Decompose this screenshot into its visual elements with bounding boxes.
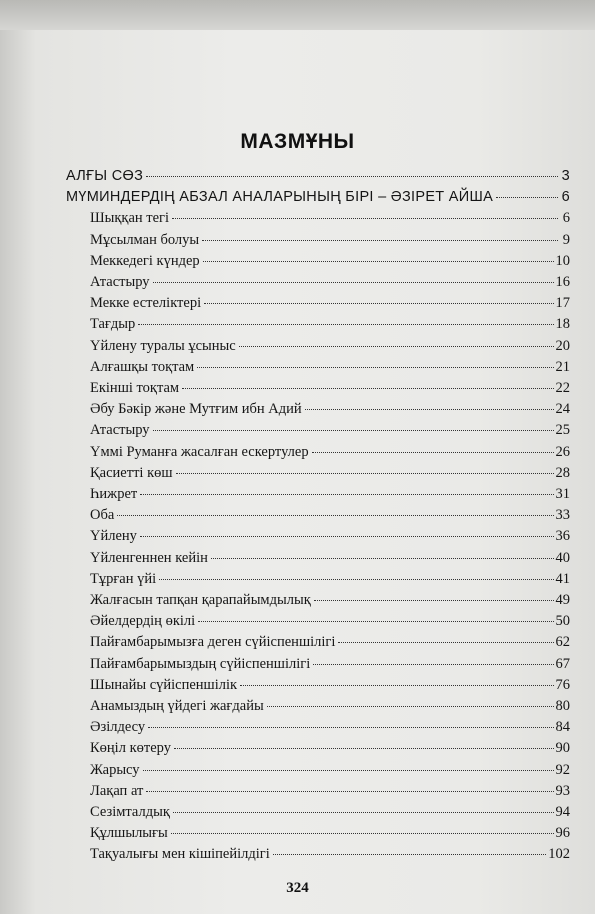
toc-entry-page: 26 — [555, 443, 570, 460]
toc-leader-dots — [198, 621, 553, 622]
toc-entry-page: 96 — [555, 825, 570, 842]
toc-entry — [90, 592, 570, 613]
toc-entry-page: 33 — [555, 507, 570, 524]
toc-entry-page: 24 — [555, 401, 570, 418]
toc-entry — [90, 783, 570, 804]
toc-entry — [90, 359, 570, 380]
toc-entry — [90, 656, 570, 677]
toc-entry-label: Тағдыр — [90, 316, 136, 333]
toc-leader-dots — [313, 664, 553, 665]
toc-entry — [90, 846, 570, 867]
toc-entry-page: 41 — [555, 570, 570, 587]
toc-entry-label: Шыққан тегі — [90, 210, 170, 227]
page-number: 324 — [286, 880, 309, 896]
toc-entry-page: 6 — [562, 210, 570, 227]
toc-entry-label: Сезімталдық — [90, 804, 170, 820]
toc-leader-dots — [496, 197, 558, 198]
toc-entry — [90, 486, 570, 507]
toc-entry — [90, 507, 570, 528]
toc-entry-page: 94 — [555, 804, 570, 820]
toc-leader-dots — [176, 473, 554, 474]
toc-entry-label: Алғашқы тоқтам — [90, 358, 195, 375]
toc-entry-label: Лақап ат — [90, 782, 144, 799]
toc-leader-dots — [159, 579, 553, 580]
toc-entry-label: Атастыру — [90, 274, 150, 290]
toc-entry — [90, 465, 570, 486]
toc-entry-label: Тұрған үйі — [90, 570, 157, 587]
toc-entry-label: Пайғамбарымызға деген сүйіспеншілігі — [90, 634, 336, 651]
toc-entry-label: Екінші тоқтам — [90, 380, 180, 396]
toc-entry-label: Жалғасын тапқан қарапайымдылық — [90, 592, 311, 608]
toc-entry-label: Анамыздың үйдегі жағдайы — [90, 698, 264, 714]
toc-entry-label: Әзілдесу — [90, 719, 146, 736]
toc-entry — [90, 825, 570, 846]
toc-entry — [90, 295, 570, 316]
toc-entry-page: 28 — [555, 464, 570, 481]
toc-entry-page: 10 — [555, 252, 570, 269]
toc-entry — [90, 528, 570, 549]
toc-entry-label: Үйленгеннен кейін — [90, 549, 208, 566]
toc-entry — [66, 168, 570, 189]
toc-leader-dots — [138, 324, 553, 325]
toc-entry — [90, 422, 570, 443]
toc-leader-dots — [203, 261, 554, 262]
page-title: МАЗМҰНЫ — [240, 130, 355, 153]
toc-entry — [90, 719, 570, 740]
toc-leader-dots — [140, 494, 553, 495]
toc-leader-dots — [211, 558, 554, 559]
toc-entry — [90, 232, 570, 253]
toc-entry-label: Әйелдердің өкілі — [90, 613, 196, 630]
toc-entry-page: 92 — [555, 761, 570, 778]
toc-leader-dots — [182, 388, 553, 389]
toc-entry-page: 18 — [555, 316, 570, 333]
toc-entry — [90, 444, 570, 465]
toc-leader-dots — [202, 240, 558, 241]
toc-entry — [90, 380, 570, 401]
toc-entry-page: 40 — [555, 549, 570, 566]
toc-leader-dots — [197, 367, 553, 368]
toc-entry-page: 90 — [555, 740, 570, 757]
toc-leader-dots — [338, 642, 553, 643]
toc-entry-page: 62 — [555, 634, 570, 651]
toc-entry-page: 102 — [548, 846, 570, 863]
toc-entry — [90, 550, 570, 571]
toc-entry-label: Қасиетті көш — [90, 464, 173, 481]
toc-leader-dots — [143, 770, 554, 771]
toc-leader-dots — [153, 430, 554, 431]
toc-entry — [90, 274, 570, 295]
toc-leader-dots — [153, 282, 554, 283]
toc-entry-label: Пайғамбарымыздың сүйіспеншілігі — [90, 655, 311, 672]
toc-entry-label: Көңіл көтеру — [90, 740, 171, 757]
toc-entry — [90, 401, 570, 422]
toc-entry — [90, 804, 570, 825]
toc-entry-page: 9 — [562, 231, 570, 248]
toc-entry-page: 84 — [555, 719, 570, 736]
toc-entry-label: Атастыру — [90, 422, 150, 439]
toc-leader-dots — [204, 303, 553, 304]
toc-leader-dots — [171, 833, 554, 834]
toc-entry-page: 20 — [555, 337, 570, 354]
toc-entry — [90, 316, 570, 337]
toc-entry-page: 22 — [555, 380, 570, 396]
toc-entry-page: 49 — [555, 592, 570, 608]
toc-entry-label: Меккедегі күндер — [90, 252, 200, 269]
toc-leader-dots — [273, 854, 546, 855]
toc-entry-page: 16 — [555, 274, 570, 290]
toc-entry-label: Һижрет — [90, 486, 138, 502]
toc-entry-page: 36 — [555, 528, 570, 545]
toc-entry — [90, 762, 570, 783]
toc-entry-label: Жарысу — [90, 761, 140, 778]
toc-leader-dots — [117, 515, 553, 516]
toc-entry — [90, 571, 570, 592]
toc-leader-dots — [305, 409, 554, 410]
toc-entry — [90, 613, 570, 634]
toc-leader-dots — [172, 218, 558, 219]
toc-entry — [90, 338, 570, 359]
toc-entry-label: АЛҒЫ СӨЗ — [66, 168, 144, 184]
toc-entry-page: 67 — [555, 655, 570, 672]
toc-leader-dots — [146, 791, 553, 792]
toc-entry — [90, 634, 570, 655]
toc-entry-page: 25 — [555, 422, 570, 439]
toc-entry-label: Тақуалығы мен кішіпейілдігі — [90, 846, 270, 863]
page-top-edge — [0, 0, 595, 30]
toc-entry-label: Мұсылман болуы — [90, 231, 200, 248]
toc-entry-label: Үйлену туралы ұсыныс — [90, 337, 236, 354]
toc-leader-dots — [173, 812, 554, 813]
toc-entry-label: Мекке естеліктері — [90, 295, 202, 312]
toc-entry — [90, 740, 570, 761]
toc-entry — [90, 253, 570, 274]
toc-leader-dots — [239, 346, 554, 347]
toc-entry-page: 3 — [561, 168, 570, 184]
toc-entry-page: 76 — [555, 676, 570, 693]
toc-entry-page: 21 — [555, 358, 570, 375]
toc-entry-page: 6 — [561, 189, 570, 206]
toc-leader-dots — [267, 706, 554, 707]
toc-leader-dots — [240, 685, 553, 686]
toc-entry-label: Үммі Руманға жасалған ескертулер — [90, 443, 309, 460]
toc-leader-dots — [174, 748, 554, 749]
toc-leader-dots — [146, 176, 558, 177]
toc-entry-label: МҮМИНДЕРДІҢ АБЗАЛ АНАЛАРЫНЫҢ БІРІ – ӘЗІРЕТ АЙША — [66, 189, 494, 206]
toc-entry-page: 80 — [555, 698, 570, 714]
toc-leader-dots — [140, 536, 554, 537]
toc-entry-label: Құлшылығы — [90, 825, 168, 842]
toc-leader-dots — [148, 727, 553, 728]
toc-entry-page: 93 — [555, 782, 570, 799]
toc-entry-label: Үйлену — [90, 528, 137, 545]
toc-entry — [90, 210, 570, 231]
toc-entry-page: 50 — [555, 613, 570, 630]
toc-entry-page: 17 — [555, 295, 570, 312]
toc-entry — [90, 698, 570, 719]
toc-entry — [66, 189, 570, 210]
toc-entry-label: Әбу Бәкір және Мутғим ибн Адий — [90, 401, 302, 418]
toc-entry-label: Шынайы сүйіспеншілік — [90, 676, 238, 693]
toc-entry-page: 31 — [555, 486, 570, 502]
toc-entry — [90, 677, 570, 698]
toc-leader-dots — [312, 452, 554, 453]
toc-entry-label: Оба — [90, 507, 115, 524]
toc-leader-dots — [314, 600, 554, 601]
